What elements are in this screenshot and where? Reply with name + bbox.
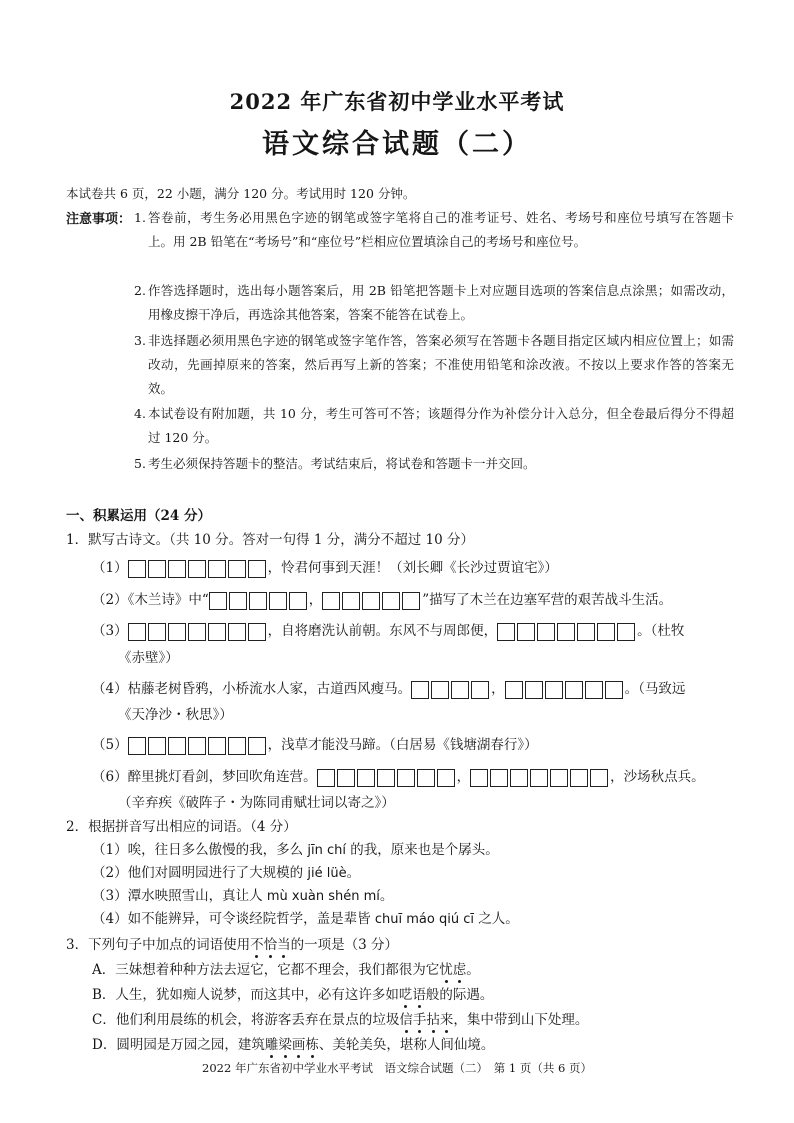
answer-boxes[interactable] (128, 737, 268, 755)
notice-text: 非选择题必须用黑色字迹的钢笔或签字笔作答，答案必须写在答题卡各题目指定区域内相应位置上；如需改动，先画掉原来的答案，然后再写上新的答案；不准使用铅笔和涂改液。不按以上要求作答的答案无效。 (148, 333, 734, 396)
item-text: ，沙场秋点兵。 (610, 769, 705, 785)
item-text: 3．下列句子中加点的词语使用 (66, 937, 251, 953)
item-number: （4） (92, 681, 128, 697)
item-text: 《木兰诗》中“ (127, 592, 209, 608)
notice-number: 4. (134, 406, 146, 421)
option-text: 、美轮美奂，堪称人间仙境。 (318, 1037, 495, 1053)
answer-boxes[interactable] (317, 769, 457, 787)
item-text: ，浅草才能没马蹄。（白居易《钱塘湖春行》） (267, 737, 538, 753)
answer-box[interactable] (168, 560, 186, 578)
answer-box[interactable] (570, 769, 588, 787)
notice-item (134, 206, 734, 254)
answer-box[interactable] (537, 623, 555, 641)
item-text: 的一项是（3 分） (290, 937, 398, 953)
answer-box[interactable] (557, 623, 575, 641)
emphasis-char: 当 (277, 937, 291, 953)
answer-box[interactable] (228, 737, 246, 755)
item-text: 枯藤老树昏鸦，小桥流水人家，古道西风瘦马。 (127, 681, 412, 697)
answer-boxes[interactable] (505, 681, 625, 699)
notice-item (134, 452, 734, 476)
question-1-item-4 (92, 677, 685, 699)
emphasis-char: 忧 (439, 962, 453, 978)
option-d[interactable] (92, 1033, 494, 1053)
answer-box[interactable] (617, 623, 635, 641)
answer-box[interactable] (128, 623, 146, 641)
emphasis-char: 虑 (452, 962, 467, 978)
notice-item (134, 402, 734, 450)
answer-box[interactable] (188, 737, 206, 755)
answer-box[interactable] (228, 623, 246, 641)
section-heading: 一、积累运用（24 分） (66, 508, 211, 524)
item-text: 。（马致远 (624, 681, 686, 697)
answer-box[interactable] (402, 592, 420, 610)
item-text: ，自将磨洗认前朝。东风不与周郎便， (267, 623, 498, 639)
item-text: ， (491, 681, 505, 697)
answer-box[interactable] (451, 681, 469, 699)
notice-text: 考生必须保持答题卡的整洁。考试结束后，将试卷和答题卡一并交回。 (148, 456, 536, 471)
answer-box[interactable] (510, 769, 528, 787)
answer-box[interactable] (188, 623, 206, 641)
answer-boxes[interactable] (411, 681, 491, 699)
answer-box[interactable] (248, 623, 266, 641)
answer-box[interactable] (530, 769, 548, 787)
item-number: （5） (92, 737, 128, 753)
answer-box[interactable] (289, 592, 307, 610)
notice-item (134, 329, 734, 401)
answer-box[interactable] (517, 623, 535, 641)
question-1-item-2 (92, 588, 672, 610)
item-number: （2） (92, 865, 128, 881)
emphasis-char: 手 (412, 1012, 427, 1028)
answer-box[interactable] (550, 769, 568, 787)
answer-box[interactable] (342, 592, 360, 610)
item-number: （2） (92, 592, 128, 608)
answer-boxes[interactable] (209, 592, 309, 610)
item-text: ”描写了木兰在边塞军营的艰苦战斗生活。 (422, 592, 673, 608)
answer-box[interactable] (417, 769, 435, 787)
emphasis-char: 梁 (278, 1037, 292, 1053)
answer-box[interactable] (208, 560, 226, 578)
question-2-item-1 (92, 838, 499, 858)
answer-box[interactable] (565, 681, 583, 699)
question-1-item-5 (92, 733, 538, 755)
pinyin: jié lüè (307, 866, 347, 881)
answer-box[interactable] (545, 681, 563, 699)
answer-box[interactable] (397, 769, 415, 787)
item-number: （3） (92, 623, 128, 639)
answer-box[interactable] (148, 737, 166, 755)
item-number: （1） (92, 560, 128, 576)
answer-box[interactable] (128, 737, 146, 755)
item-text: ， (456, 769, 471, 785)
answer-box[interactable] (377, 769, 395, 787)
pinyin: chuī máo qiú cī (374, 912, 474, 927)
answer-box[interactable] (490, 769, 508, 787)
emphasis-char: 雕 (264, 1037, 279, 1053)
emphasis-char: 呓 (398, 987, 413, 1003)
item-text: 他们对圆明园进行了大规模的 (127, 865, 308, 881)
answer-box[interactable] (228, 560, 246, 578)
answer-box[interactable] (585, 681, 603, 699)
item-number: （1） (92, 842, 128, 858)
emphasis-char: 来 (439, 1012, 454, 1028)
option-text: D．圆明园是万园之园，建筑 (92, 1037, 265, 1053)
exam-intro: 本试卷共 6 页，22 小题，满分 120 分。考试用时 120 分钟。 (66, 186, 416, 201)
answer-boxes[interactable] (128, 560, 268, 578)
answer-box[interactable] (208, 737, 226, 755)
option-c[interactable] (92, 1008, 588, 1028)
notice-text: 本试卷设有附加题，共 10 分，考生可答可不答；该题得分作为补偿分计入总分，但全卷最后得分不得超过 120 分。 (148, 406, 734, 445)
question-2-item-4 (92, 907, 519, 927)
question-1-item-1 (92, 556, 558, 578)
answer-box[interactable] (229, 592, 247, 610)
question-1-item-4-source: 《天净沙・秋思》） (118, 707, 233, 723)
exam-title: 2022 年广东省初中学业水平考试 (229, 89, 565, 114)
question-1-item-3-source: 《赤壁》） (118, 650, 179, 666)
item-number: （4） (92, 911, 128, 927)
dotted-words (439, 962, 466, 978)
answer-box[interactable] (168, 623, 186, 641)
answer-box[interactable] (471, 681, 489, 699)
option-text: 。 (466, 962, 480, 978)
answer-box[interactable] (605, 681, 623, 699)
item-text: 。 (346, 865, 361, 881)
item-text: 如不能辨异，可令谈经院哲学，盖是辈皆 (127, 911, 375, 927)
page-footer: 2022 年广东省初中学业水平考试 语文综合试题（二） 第 1 页（共 6 页） (202, 1061, 592, 1075)
answer-box[interactable] (437, 769, 455, 787)
question-2-item-2 (92, 861, 360, 881)
emphasis-char: 栋 (305, 1037, 319, 1053)
item-text: 醉里挑灯看剑，梦回吹角连营。 (127, 769, 317, 785)
notice-text: 答卷前，考生务必用黑色字迹的钢笔或签字笔将自己的准考证号、姓名、考场号和座位号填写在答题卡上。用 2B 铅笔在“考场号”和“座位号”栏相应位置填涂自己的考场号和座位号。 (148, 210, 734, 249)
notice-number: 5. (134, 456, 146, 471)
answer-box[interactable] (317, 769, 335, 787)
option-text: ，集中带到山下处理。 (453, 1012, 589, 1028)
question-2-stem: 2．根据拼音写出相应的词语。（4 分） (66, 819, 297, 835)
dotted-words (265, 1037, 319, 1053)
answer-box[interactable] (208, 623, 226, 641)
notice-number: 1. (134, 210, 146, 225)
emphasis-char: 不 (250, 937, 264, 953)
answer-boxes[interactable] (470, 769, 610, 787)
emphasis-char: 信 (399, 1012, 413, 1028)
answer-box[interactable] (322, 592, 340, 610)
answer-box[interactable] (148, 560, 166, 578)
notice-text: 作答选择题时，选出每小题答案后，用 2B 铅笔把答题卡上对应题目选项的答案信息点涂黑；如需改动，用橡皮擦干净后，再选涂其他答案，答案不能答在试卷上。 (148, 283, 734, 322)
answer-box[interactable] (431, 681, 449, 699)
answer-box[interactable] (362, 592, 380, 610)
emphasis-char: 恰 (263, 937, 278, 953)
emphasis-char: 画 (291, 1037, 306, 1053)
answer-box[interactable] (357, 769, 375, 787)
notice-number: 3. (134, 333, 146, 348)
item-number: （6） (92, 769, 128, 785)
answer-boxes[interactable] (128, 623, 268, 641)
option-b[interactable] (92, 983, 493, 1003)
answer-box[interactable] (470, 769, 488, 787)
item-text: 潭水映照雪山，真让人 (127, 888, 267, 904)
item-text: 唉，往日多么傲慢的我，多么 (127, 842, 308, 858)
item-text: 。（杜牧 (637, 623, 685, 639)
item-text: ， (308, 592, 323, 608)
dotted-words (250, 937, 291, 953)
pinyin: jīn chí (307, 843, 346, 858)
answer-box[interactable] (577, 623, 595, 641)
option-text: C．他们利用晨练的机会，将游客丢弃在景点的垃圾 (92, 1012, 400, 1028)
option-text: 般的际遇。 (425, 987, 494, 1003)
answer-box[interactable] (269, 592, 287, 610)
answer-box[interactable] (209, 592, 227, 610)
answer-box[interactable] (382, 592, 400, 610)
answer-box[interactable] (337, 769, 355, 787)
question-2-item-3 (92, 884, 393, 904)
question-1-stem: 1．默写古诗文。（共 10 分。答对一句得 1 分，满分不超过 10 分） (66, 532, 475, 548)
item-text: ，怜君何事到天涯！（刘长卿《长沙过贾谊宅》） (267, 560, 558, 576)
answer-box[interactable] (248, 737, 266, 755)
pinyin: mù xuàn shén mí (266, 889, 380, 904)
answer-boxes[interactable] (497, 623, 637, 641)
option-text: A．三妹想着种种方法去逗它，它都不理会，我们都很为它 (92, 962, 440, 978)
item-number: （3） (92, 888, 128, 904)
notice-label: 注意事项： (66, 212, 132, 227)
answer-boxes[interactable] (322, 592, 422, 610)
emphasis-char: 拈 (426, 1012, 440, 1028)
question-3-stem (66, 933, 398, 953)
item-text: 的我，原来也是个孱头。 (345, 842, 499, 858)
notice-number: 2. (134, 283, 146, 298)
question-1-item-6-source: （辛弃疾《破阵子・为陈同甫赋壮词以寄之》） (118, 795, 395, 811)
answer-box[interactable] (128, 560, 146, 578)
answer-box[interactable] (497, 623, 515, 641)
item-text: 之人。 (473, 911, 519, 927)
exam-subtitle: 语文综合试题（二） (262, 129, 532, 160)
answer-box[interactable] (148, 623, 166, 641)
answer-box[interactable] (597, 623, 615, 641)
dotted-words (399, 987, 426, 1003)
option-a[interactable] (92, 958, 480, 978)
dotted-words (399, 1012, 453, 1028)
answer-box[interactable] (525, 681, 543, 699)
answer-box[interactable] (248, 560, 266, 578)
item-text: 。 (379, 888, 394, 904)
emphasis-char: 语 (412, 987, 426, 1003)
question-1-item-3 (92, 619, 684, 641)
answer-box[interactable] (411, 681, 429, 699)
answer-box[interactable] (249, 592, 267, 610)
answer-box[interactable] (505, 681, 523, 699)
option-text: B．人生，犹如痴人说梦，而这其中，必有这许多如 (92, 987, 399, 1003)
answer-box[interactable] (188, 560, 206, 578)
notice-item (134, 279, 734, 327)
answer-box[interactable] (590, 769, 608, 787)
answer-box[interactable] (168, 737, 186, 755)
question-1-item-6 (92, 765, 705, 787)
